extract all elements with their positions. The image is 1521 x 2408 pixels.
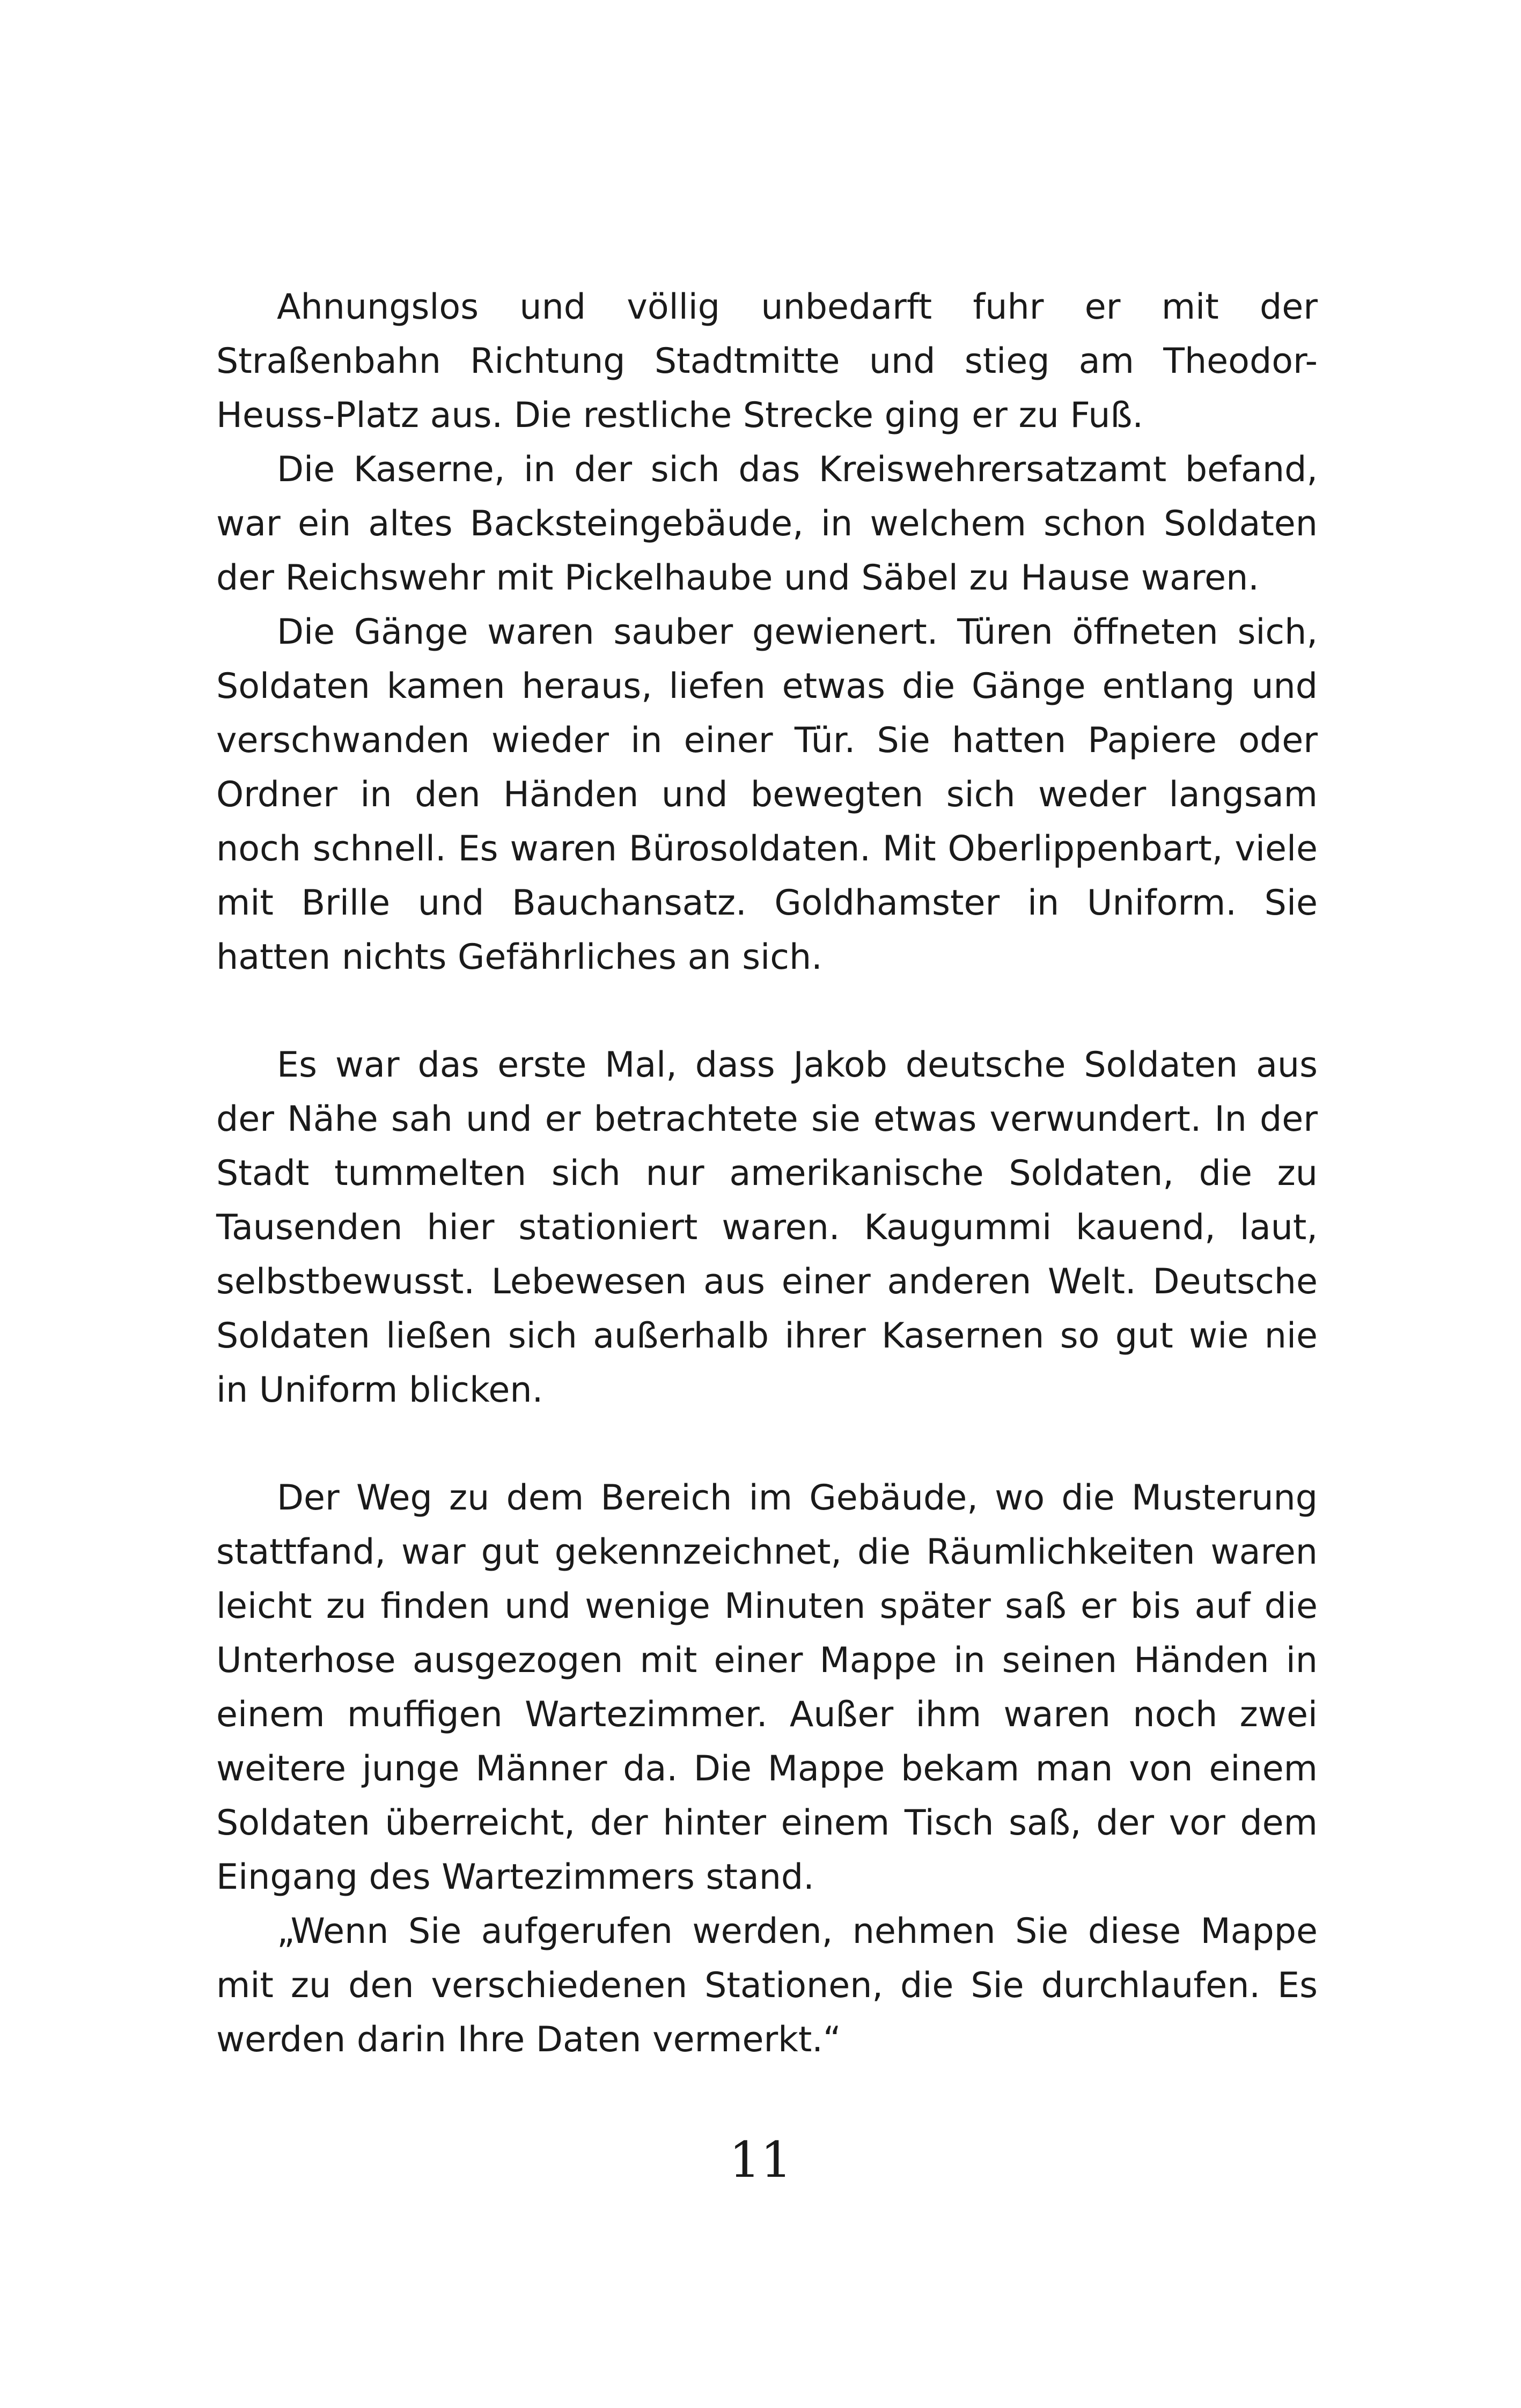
paragraph: „Wenn Sie aufgerufen werden, nehmen Sie diese Mappe mit zu den verschiedenen Stationen, die Sie durchlaufen. Es werden darin Ihre Daten vermerkt.“ bbox=[216, 1911, 1318, 2060]
paragraph: Der Weg zu dem Bereich im Gebäude, wo die Musterung stattfand, war gut gekennzeichnet, die Räumlichkeiten waren leicht zu finden und wenige Minuten später saß er bis auf die Unterhose ausgezogen mit einer Mappe in seinen Händen in einem muffigen Wartezimmer. Außer ihm waren noch zwei weitere junge Männer da. Die Mappe bekam man von einem Soldaten überreicht, der hinter einem Tisch saß, der vor dem Eingang des Wartezimmers stand. bbox=[216, 1478, 1318, 1897]
paragraph: Die Kaserne, in der sich das Kreiswehrersatzamt befand, war ein altes Backsteingebäude, in welchem schon Soldaten der Reichswehr mit Pickelhaube und Säbel zu Hause waren. bbox=[216, 450, 1318, 598]
paragraph: Ahnungslos und völlig unbedarft fuhr er mit der Straßenbahn Richtung Stadtmitte und stieg am Theodor-Heuss-Platz aus. Die restliche Strecke ging er zu Fuß. bbox=[216, 287, 1318, 436]
paragraph: Es war das erste Mal, dass Jakob deutsche Soldaten aus der Nähe sah und er betrachtete sie etwas verwundert. In der Stadt tummelten sich nur amerikanische Soldaten, die zu Tausenden hier stationiert waren. Kaugummi kauend, laut, selbstbewusst. Lebewesen aus einer anderen Welt. Deutsche Soldaten ließen sich außerhalb ihrer Kasernen so gut wie nie in Uniform blicken. bbox=[216, 1045, 1318, 1410]
paragraph: Die Gänge waren sauber gewienert. Türen öffneten sich, Soldaten kamen heraus, liefen etwas die Gänge entlang und verschwanden wieder in einer Tür. Sie hatten Papiere oder Ordner in den Händen und bewegten sich weder langsam noch schnell. Es waren Bürosoldaten. Mit Oberlippenbart, viele mit Brille und Bauchansatz. Goldhamster in Uniform. Sie hatten nichts Gefährliches an sich. bbox=[216, 612, 1318, 977]
body-text bbox=[216, 280, 1318, 2067]
page-number: 11 bbox=[729, 2131, 792, 2189]
